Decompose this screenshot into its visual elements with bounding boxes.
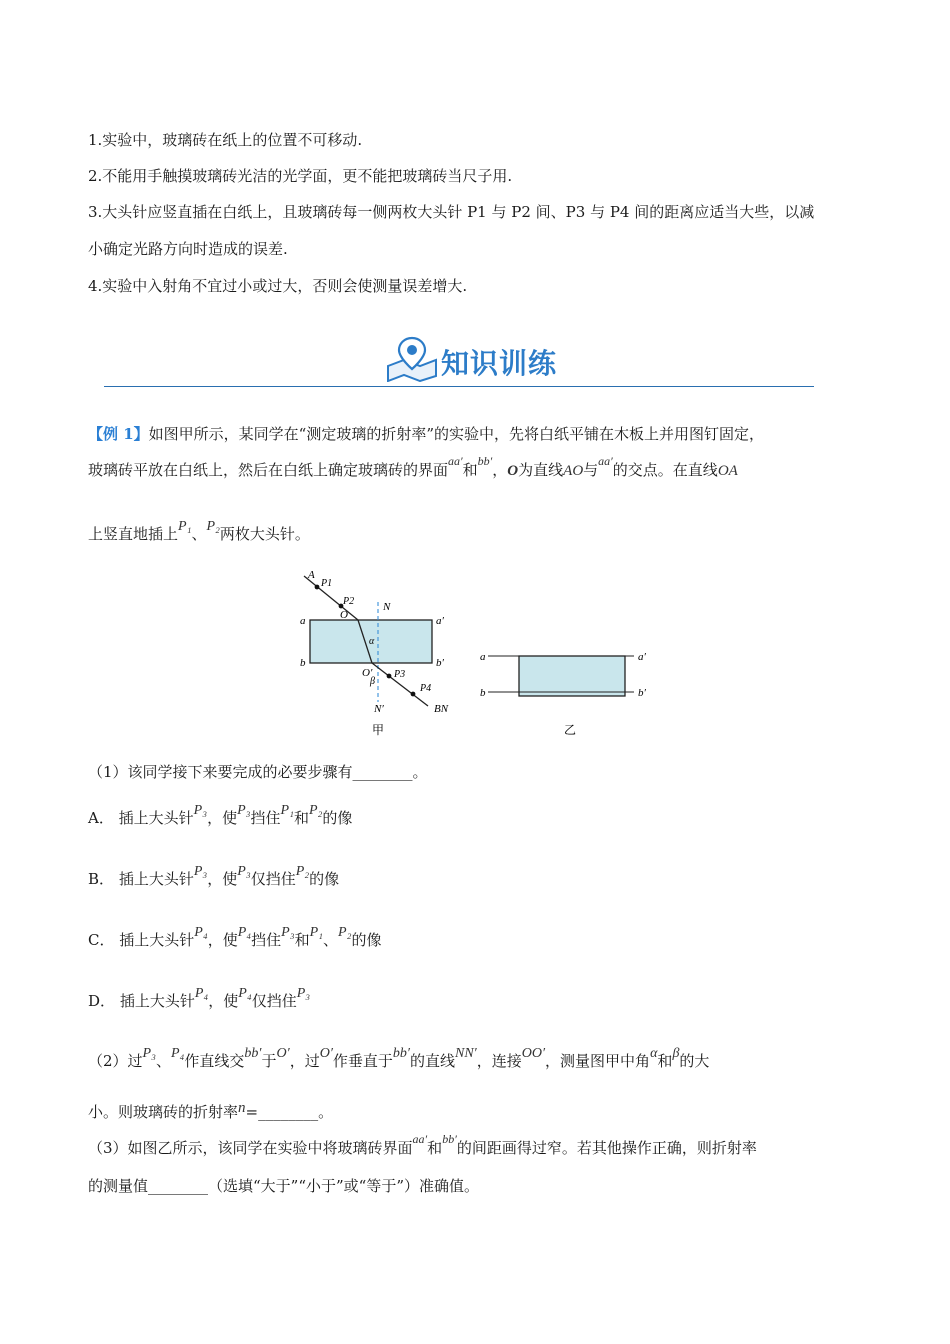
q1-option-c: C． 插上大头针P₄，使P₄挡住P₃和P₁、P₂的像 [88, 925, 382, 949]
caption-jia: 甲 [372, 723, 385, 737]
label-p1: P1 [321, 578, 333, 589]
example-tag: 【例 1】 [88, 425, 149, 443]
q1-option-d: D． 插上大头针P₄，使P₄仅挡住P₃ [88, 986, 311, 1010]
label-yi-b-prime: b′ [638, 687, 646, 699]
example-line-3: 上竖直地插上P₁、P₂两枚大头针。 [88, 519, 310, 543]
label-p4: P4 [420, 683, 432, 694]
label-b: b [300, 657, 306, 669]
note-2: 2.不能用手触摸玻璃砖光洁的光学面，更不能把玻璃砖当尺子用. [88, 167, 513, 185]
label-yi-a-prime: a′ [638, 651, 646, 663]
label-a-prime: a′ [436, 615, 444, 627]
note-1: 1.实验中，玻璃砖在纸上的位置不可移动. [88, 131, 363, 149]
label-n: N [383, 601, 391, 613]
label-p2: P2 [343, 596, 355, 607]
q1-option-a: A． 插上大头针P₃，使P₃挡住P₁和P₂的像 [88, 803, 353, 827]
q3-line-2: 的测量值________（选填“大于”“小于”或“等于”）准确值。 [88, 1177, 480, 1195]
label-o: O [340, 609, 348, 621]
pin-p1 [315, 585, 320, 590]
note-3: 3.大头针应竖直插在白纸上，且玻璃砖每一侧两枚大头针 P1 与 P2 间、P3 与 P4 间的距离应适当大些，以减 [88, 203, 815, 221]
pin-p3 [387, 674, 392, 679]
glass-block-yi [519, 656, 625, 696]
label-yi-a: a [480, 651, 486, 663]
q2-line-1: （2）过P₃、P₄作直线交bb′于O′，过O′作垂直于bb′的直线NN′，连接OO′，测量图甲中角α和β的大 [88, 1046, 710, 1070]
example-line-1: 【例 1】如图甲所示，某同学在“测定玻璃的折射率”的实验中，先将白纸平铺在木板上并用图钉固定， [88, 425, 765, 443]
figure-yi [474, 566, 674, 746]
figure-jia [290, 566, 490, 746]
q3-line-1: （3）如图乙所示，该同学在实验中将玻璃砖界面$^{aa'}$和$^{bb'}$的间距画得过窄。若其他操作正确，则折射率 [88, 1132, 757, 1157]
label-p3: P3 [394, 669, 406, 680]
note-4: 4.实验中入射角不宜过小或过大，否则会使测量误差增大. [88, 277, 468, 295]
label-beta: β [370, 676, 375, 687]
q1-option-b: B． 插上大头针P₃，使P₃仅挡住P₂的像 [88, 864, 340, 888]
label-b-prime: b′ [436, 657, 444, 669]
label-alpha: α [369, 636, 375, 647]
pin-p4 [411, 692, 416, 697]
label-o-prime: O′ [362, 667, 373, 679]
map-pin-icon [386, 336, 438, 382]
example-line-2: 玻璃砖平放在白纸上，然后在白纸上确定玻璃砖的界面$^{aa'}$和$^{bb'}$，O为直线AO与$^{aa'}$的交点。在直线OA [88, 454, 738, 479]
label-bn: BN [434, 703, 449, 715]
label-a-point: A [308, 569, 315, 581]
section-header [0, 332, 950, 392]
label-yi-b: b [480, 687, 486, 699]
note-3-cont: 小确定光路方向时造成的误差. [88, 240, 288, 258]
section-rule [104, 386, 814, 387]
label-a: a [300, 615, 306, 627]
label-n-prime: N′ [374, 703, 384, 715]
section-title: 知识训练 [441, 347, 558, 380]
q2-line-2: 小。则玻璃砖的折射率n=________。 [88, 1100, 334, 1121]
caption-yi: 乙 [564, 723, 577, 737]
q1-stem: （1）该同学接下来要完成的必要步骤有________。 [88, 763, 428, 781]
